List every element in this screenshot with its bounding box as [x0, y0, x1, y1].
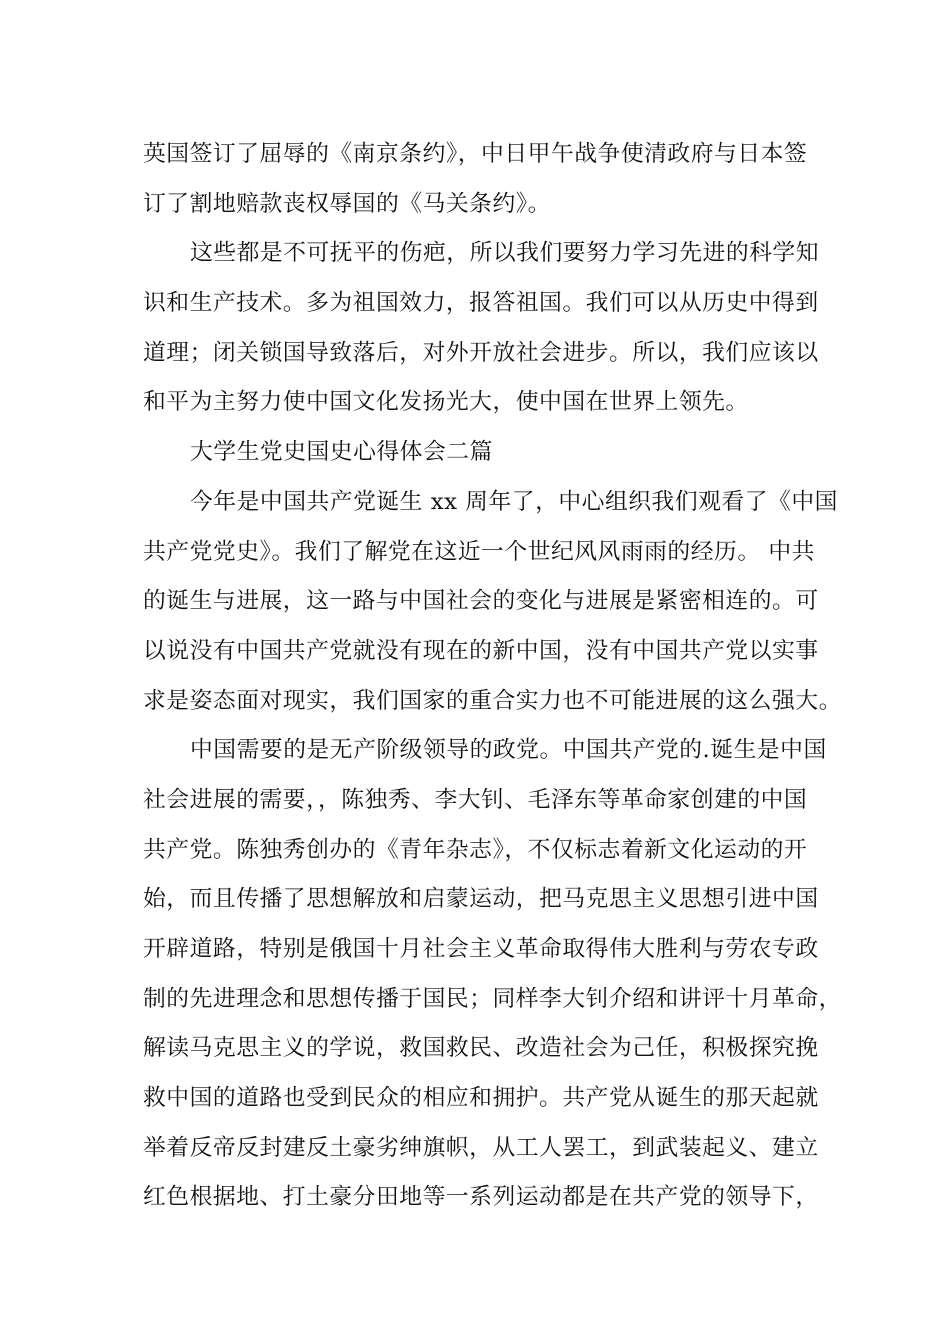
text-line: 今年是中国共产党诞生 xx 周年了，中心组织我们观看了《中国 — [190, 488, 838, 515]
text-line: 始，而且传播了思想解放和启蒙运动，把马克思主义思想引进中国 — [143, 886, 819, 913]
text-line: 制的先进理念和思想传播于国民；同样李大钊介绍和讲评十月革命， — [143, 985, 842, 1012]
text-line: 英国签订了屈辱的《南京条约》，中日甲午战争使清政府与日本签 — [143, 141, 808, 167]
text-line: 订了割地赔款丧权辱国的《马关条约》。 — [143, 190, 551, 217]
section-heading: 大学生党史国史心得体会二篇 — [190, 439, 493, 466]
text-line: 识和生产技术。多为祖国效力，报答祖国。我们可以从历史中得到 — [143, 290, 819, 317]
text-line: 共产党党史》。我们了解党在这近一个世纪风风雨雨的经历。 中共 — [143, 538, 815, 565]
text-line: 以说没有中国共产党就没有现在的新中国，没有中国共产党以实事 — [143, 637, 819, 664]
text-line: 求是姿态面对现实，我们国家的重合实力也不可能进展的这么强大。 — [143, 687, 842, 714]
text-line: 道理；闭关锁国导致落后，对外开放社会进步。所以，我们应该以 — [143, 339, 819, 366]
text-line: 这些都是不可抚平的伤疤，所以我们要努力学习先进的科学知 — [190, 240, 820, 267]
text-line: 救中国的道路也受到民众的相应和拥护。共产党从诞生的那天起就 — [143, 1085, 819, 1112]
text-line: 红色根据地、打土豪分田地等一系列运动都是在共产党的领导下， — [143, 1184, 819, 1211]
text-line: 开辟道路，特别是俄国十月社会主义革命取得伟大胜利与劳农专政 — [143, 936, 819, 962]
text-line: 共产党。陈独秀创办的《青年杂志》，不仅标志着新文化运动的开 — [143, 836, 808, 863]
text-line: 社会进展的需要，，陈独秀、李大钊、毛泽东等革命家创建的中国 — [143, 786, 808, 813]
text-line: 举着反帝反封建反土豪劣绅旗帜，从工人罢工，到武装起义、建立 — [143, 1134, 819, 1161]
text-line: 解读马克思主义的学说，救国救民、改造社会为己任，积极探究挽 — [143, 1035, 819, 1062]
text-line: 的诞生与进展，这一路与中国社会的变化与进展是紧密相连的。可 — [143, 588, 819, 615]
text-line: 和平为主努力使中国文化发扬光大，使中国在世界上领先。 — [143, 389, 749, 416]
document-body — [143, 130, 842, 1223]
text-line: 中国需要的是无产阶级领导的政党。中国共产党的.诞生是中国 — [190, 737, 827, 764]
